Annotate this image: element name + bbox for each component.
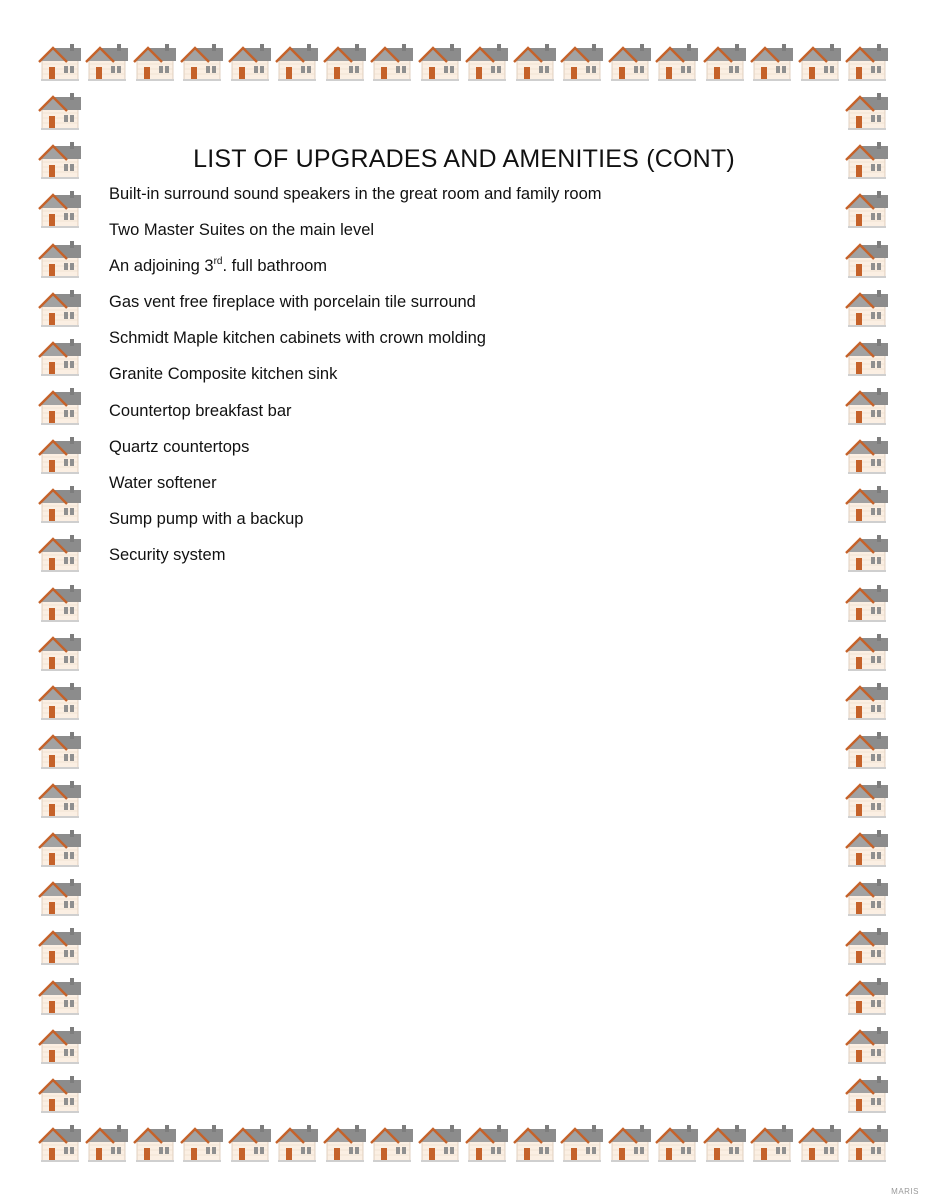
- house-icon: [37, 632, 83, 672]
- house-icon: [132, 42, 178, 82]
- house-icon: [37, 926, 83, 966]
- house-icon: [844, 1025, 890, 1065]
- house-icon: [322, 42, 368, 82]
- house-icon: [844, 632, 890, 672]
- house-icon: [844, 877, 890, 917]
- house-icon: [37, 583, 83, 623]
- house-icon: [417, 42, 463, 82]
- house-icon: [37, 239, 83, 279]
- house-icon: [654, 42, 700, 82]
- house-icon: [37, 730, 83, 770]
- list-item: Water softener: [109, 473, 217, 492]
- house-icon: [37, 681, 83, 721]
- house-icon: [464, 42, 510, 82]
- house-icon: [844, 337, 890, 377]
- list-item: Built-in surround sound speakers in the great room and family room: [109, 185, 602, 203]
- house-icon: [84, 42, 130, 82]
- house-icon: [369, 1123, 415, 1163]
- house-icon: [844, 926, 890, 966]
- house-icon: [37, 91, 83, 131]
- list-item: Two Master Suites on the main level: [109, 221, 375, 240]
- house-icon: [607, 42, 653, 82]
- house-icon: [417, 1123, 463, 1163]
- house-icon: [37, 828, 83, 868]
- house-icon: [844, 435, 890, 475]
- house-icon: [844, 239, 890, 279]
- house-icon: [797, 1123, 843, 1163]
- house-icon: [37, 140, 83, 180]
- house-icon: [227, 1123, 273, 1163]
- house-icon: [179, 42, 225, 82]
- house-icon: [37, 533, 83, 573]
- house-icon: [37, 1025, 83, 1065]
- house-icon: [37, 1074, 83, 1114]
- house-icon: [844, 288, 890, 328]
- house-icon: [37, 386, 83, 426]
- house-icon: [274, 1123, 320, 1163]
- document-content: [109, 145, 829, 581]
- house-icon: [844, 91, 890, 131]
- house-icon: [844, 583, 890, 623]
- house-icon: [84, 1123, 130, 1163]
- house-icon: [179, 1123, 225, 1163]
- house-icon: [844, 484, 890, 524]
- page-title: LIST OF UPGRADES AND AMENITIES (CONT): [193, 145, 735, 173]
- house-icon: [37, 877, 83, 917]
- list-item: Countertop breakfast bar: [109, 401, 292, 420]
- house-icon: [844, 976, 890, 1016]
- list-item: An adjoining 3rd. full bathroom: [109, 256, 328, 276]
- house-icon: [37, 976, 83, 1016]
- house-icon: [37, 779, 83, 819]
- house-icon: [37, 1123, 83, 1163]
- house-icon: [702, 42, 748, 82]
- house-icon: [607, 1123, 653, 1163]
- list-item: Gas vent free fireplace with porcelain tile surround: [109, 293, 476, 312]
- house-icon: [512, 1123, 558, 1163]
- house-icon: [274, 42, 320, 82]
- house-icon: [797, 42, 843, 82]
- list-item: Granite Composite kitchen sink: [109, 365, 338, 384]
- list-item: Security system: [109, 545, 226, 564]
- house-icon: [654, 1123, 700, 1163]
- house-icon: [37, 337, 83, 377]
- house-icon: [132, 1123, 178, 1163]
- house-icon: [749, 42, 795, 82]
- list-item: Schmidt Maple kitchen cabinets with crown molding: [109, 329, 486, 348]
- house-icon: [844, 828, 890, 868]
- house-icon: [844, 779, 890, 819]
- house-icon: [844, 681, 890, 721]
- house-icon: [844, 533, 890, 573]
- house-icon: [322, 1123, 368, 1163]
- house-icon: [369, 42, 415, 82]
- list-item: Quartz countertops: [109, 437, 250, 456]
- house-icon: [844, 140, 890, 180]
- amenities-list: [109, 184, 829, 581]
- watermark: MARIS: [891, 1187, 919, 1196]
- house-icon: [37, 435, 83, 475]
- house-icon: [227, 42, 273, 82]
- house-icon: [844, 189, 890, 229]
- house-icon: [559, 42, 605, 82]
- house-icon: [464, 1123, 510, 1163]
- house-icon: [702, 1123, 748, 1163]
- house-icon: [844, 730, 890, 770]
- house-icon: [512, 42, 558, 82]
- list-item: Sump pump with a backup: [109, 509, 304, 528]
- house-icon: [37, 42, 83, 82]
- house-icon: [37, 484, 83, 524]
- house-icon: [844, 386, 890, 426]
- house-icon: [559, 1123, 605, 1163]
- house-icon: [37, 189, 83, 229]
- house-icon: [844, 42, 890, 82]
- house-icon: [844, 1074, 890, 1114]
- house-icon: [844, 1123, 890, 1163]
- house-icon: [749, 1123, 795, 1163]
- house-icon: [37, 288, 83, 328]
